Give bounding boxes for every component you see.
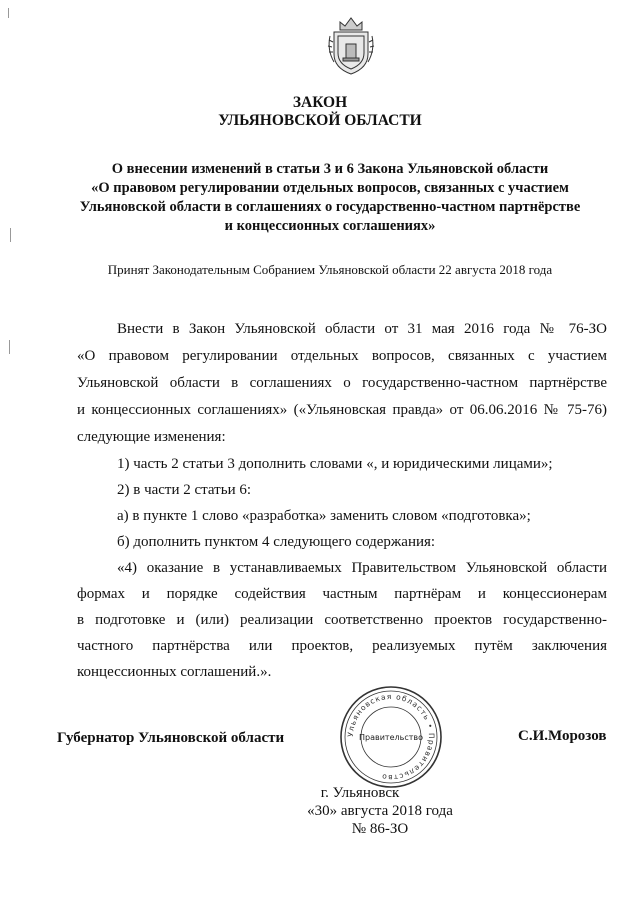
- heading-line: «О правовом регулировании отдельных вопросов, связанных с участием: [91, 180, 569, 196]
- signatory-name: С.И.Морозов: [518, 728, 607, 744]
- place-date: «30» августа 2018 года: [307, 803, 453, 819]
- law-title: [0, 94, 640, 130]
- body-line: в подготовке и (или) реализации соответственно проектов государственно-: [77, 612, 607, 628]
- coat-of-arms-icon: [326, 14, 376, 76]
- body-line: и концессионных соглашениях» («Ульяновская правда» от 06.06.2016 № 75-76): [77, 402, 607, 418]
- law-number: № 86-ЗО: [351, 821, 409, 837]
- heading-line: Ульяновской области в соглашениях о государственно-частном партнёрстве: [79, 199, 581, 215]
- amendment-item: 2) в части 2 статьи 6:: [117, 482, 252, 498]
- body-line: следующие изменения:: [77, 429, 226, 445]
- body-line: «4) оказание в устанавливаемых Правительством Ульяновской области: [117, 560, 607, 576]
- amendment-subitem: б) дополнить пунктом 4 следующего содержания:: [117, 534, 436, 550]
- scan-mark: [9, 340, 10, 354]
- amendment-item: 1) часть 2 статьи 3 дополнить словами «, и юридическими лицами»;: [117, 456, 553, 472]
- heading-line: и концессионных соглашениях»: [224, 218, 436, 234]
- signatory-position: Губернатор Ульяновской области: [57, 730, 285, 746]
- amendment-subitem: а) в пункте 1 слово «разработка» заменить словом «подготовка»;: [117, 508, 531, 524]
- law-heading: [70, 160, 590, 236]
- seal-ring-text: Ульяновская область • Правительство: [345, 691, 437, 783]
- body-line: частного партнёрства или проектов, реализуемых путём заключения: [77, 638, 607, 654]
- official-seal: [338, 684, 444, 790]
- heading-line: О внесении изменений в статьи 3 и 6 Закона Ульяновской области: [111, 161, 549, 177]
- title-line: УЛЬЯНОВСКОЙ ОБЛАСТИ: [218, 112, 422, 129]
- body-line: «О правовом регулировании отдельных вопросов, связанных с участием: [77, 348, 607, 364]
- body-line: Ульяновской области в соглашениях о государственно-частном партнёрстве: [77, 375, 607, 391]
- body-line: Внести в Закон Ульяновской области от 31 мая 2016 года № 76-ЗО: [117, 321, 607, 337]
- body-line: формах и порядке содействия частным партнёрам и концессионерам: [77, 586, 607, 602]
- scan-mark: [10, 228, 11, 242]
- place-city: г. Ульяновск: [320, 785, 400, 801]
- body-line: концессионных соглашений.».: [77, 664, 272, 680]
- scan-mark: [8, 8, 9, 18]
- seal-center-text: Правительство: [359, 733, 423, 742]
- adoption-line: Принят Законодательным Собранием Ульяновской области 22 августа 2018 года: [107, 262, 553, 277]
- title-line: ЗАКОН: [292, 94, 348, 111]
